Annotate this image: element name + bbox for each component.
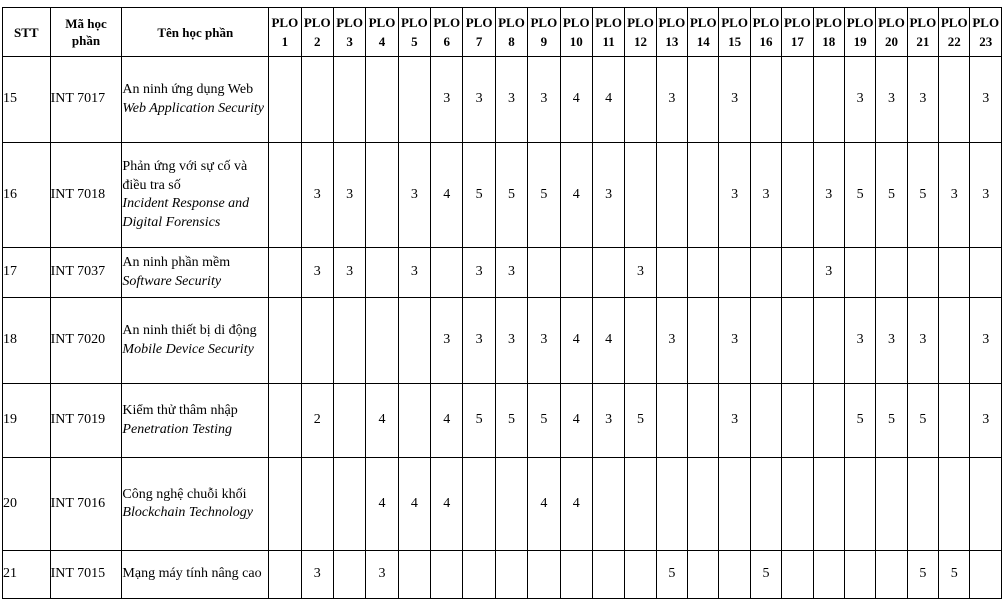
- plo-header-prefix: PLO: [721, 15, 748, 30]
- plo-header-number: 3: [346, 34, 353, 49]
- plo-value-cell: [269, 551, 301, 599]
- plo-value-cell: [269, 248, 301, 298]
- course-code-cell: INT 7019: [50, 384, 122, 458]
- plo-value-cell: [750, 384, 781, 458]
- course-code-cell: INT 7020: [50, 298, 122, 384]
- course-name-vietnamese: Phản ứng với sự cố và điều tra số: [122, 159, 248, 193]
- plo-header-13: [656, 8, 687, 57]
- course-name-english: Blockchain Technology: [122, 505, 253, 520]
- plo-value-cell: 3: [333, 143, 365, 248]
- plo-value-cell: [688, 248, 719, 298]
- plo-value-cell: 5: [463, 143, 495, 248]
- plo-header-7: [463, 8, 495, 57]
- plo-header-3: [333, 8, 365, 57]
- plo-value-cell: 3: [301, 248, 333, 298]
- plo-value-cell: [844, 551, 875, 599]
- plo-value-cell: 4: [431, 384, 463, 458]
- stt-cell: 15: [3, 57, 51, 143]
- plo-value-cell: [366, 57, 398, 143]
- plo-value-cell: [656, 248, 687, 298]
- table-row: [3, 57, 1002, 143]
- plo-value-cell: [970, 458, 1002, 551]
- plo-value-cell: 5: [495, 143, 527, 248]
- stt-cell: 18: [3, 298, 51, 384]
- plo-value-cell: [907, 458, 938, 551]
- course-name-cell: [122, 57, 269, 143]
- header-row: [3, 8, 1002, 57]
- course-code-cell: INT 7015: [50, 551, 122, 599]
- plo-value-cell: 3: [301, 143, 333, 248]
- plo-header-number: 21: [916, 34, 930, 49]
- plo-value-cell: [431, 551, 463, 599]
- plo-value-cell: 4: [398, 458, 430, 551]
- plo-header-number: 5: [411, 34, 418, 49]
- plo-header-number: 6: [443, 34, 450, 49]
- plo-value-cell: [813, 551, 844, 599]
- plo-header-16: [750, 8, 781, 57]
- plo-value-cell: [844, 248, 875, 298]
- plo-value-cell: 3: [719, 384, 750, 458]
- plo-value-cell: 3: [398, 248, 430, 298]
- plo-value-cell: 3: [750, 143, 781, 248]
- plo-value-cell: 3: [495, 298, 527, 384]
- plo-value-cell: 5: [844, 143, 875, 248]
- plo-header-15: [719, 8, 750, 57]
- course-name-cell: [122, 458, 269, 551]
- plo-value-cell: [782, 458, 813, 551]
- plo-value-cell: [625, 458, 656, 551]
- course-name-cell: [122, 384, 269, 458]
- plo-value-cell: 3: [366, 551, 398, 599]
- plo-value-cell: [907, 248, 938, 298]
- course-name-vietnamese: An ninh thiết bị di động: [122, 323, 257, 338]
- plo-header-prefix: PLO: [940, 15, 968, 30]
- plo-value-cell: [366, 298, 398, 384]
- plo-value-cell: 3: [813, 143, 844, 248]
- plo-value-cell: [970, 551, 1002, 599]
- plo-header-number: 19: [853, 34, 867, 49]
- plo-value-cell: [495, 458, 527, 551]
- plo-value-cell: [398, 298, 430, 384]
- plo-header-prefix: PLO: [400, 15, 428, 30]
- plo-value-cell: [625, 57, 656, 143]
- plo-header-number: 9: [540, 34, 548, 49]
- plo-value-cell: [688, 458, 719, 551]
- table-row: [3, 551, 1002, 599]
- plo-header-prefix: PLO: [658, 15, 686, 30]
- plo-value-cell: 3: [813, 248, 844, 298]
- plo-header-21: [907, 8, 938, 57]
- plo-value-cell: [528, 248, 560, 298]
- stt-cell: 21: [3, 551, 51, 599]
- plo-matrix-table: [2, 7, 1002, 599]
- plo-value-cell: [333, 551, 365, 599]
- course-code-cell: INT 7016: [50, 458, 122, 551]
- plo-value-cell: 3: [463, 248, 495, 298]
- plo-header-18: [813, 8, 844, 57]
- plo-value-cell: 5: [907, 551, 938, 599]
- plo-value-cell: [269, 458, 301, 551]
- plo-value-cell: [813, 57, 844, 143]
- plo-value-cell: [750, 248, 781, 298]
- plo-value-cell: 5: [876, 384, 907, 458]
- plo-value-cell: 4: [366, 384, 398, 458]
- plo-value-cell: [782, 298, 813, 384]
- plo-value-cell: [301, 458, 333, 551]
- stt-cell: 17: [3, 248, 51, 298]
- plo-value-cell: [463, 458, 495, 551]
- plo-value-cell: [844, 458, 875, 551]
- plo-value-cell: 4: [528, 458, 560, 551]
- plo-value-cell: 5: [656, 551, 687, 599]
- plo-header-number: 15: [728, 34, 742, 49]
- plo-value-cell: [656, 458, 687, 551]
- stt-cell: 16: [3, 143, 51, 248]
- plo-value-cell: 3: [431, 298, 463, 384]
- plo-value-cell: [592, 458, 624, 551]
- plo-value-cell: [719, 551, 750, 599]
- plo-header-prefix: PLO: [815, 15, 843, 30]
- plo-value-cell: [625, 143, 656, 248]
- course-name-vietnamese: Mạng máy tính nâng cao: [122, 566, 262, 582]
- plo-value-cell: [750, 298, 781, 384]
- plo-value-cell: [939, 298, 970, 384]
- plo-header-prefix: PLO: [752, 15, 780, 30]
- plo-value-cell: 5: [939, 551, 970, 599]
- course-name-vietnamese: Kiểm thử thâm nhập: [122, 403, 238, 418]
- plo-header-10: [560, 8, 592, 57]
- plo-value-cell: [719, 458, 750, 551]
- course-code-cell: INT 7037: [50, 248, 122, 298]
- plo-value-cell: [750, 458, 781, 551]
- plo-header-6: [431, 8, 463, 57]
- course-name-english: Web Application Security: [122, 100, 264, 116]
- plo-value-cell: [876, 458, 907, 551]
- plo-value-cell: 3: [495, 248, 527, 298]
- plo-value-cell: [813, 458, 844, 551]
- plo-header-20: [876, 8, 907, 57]
- plo-value-cell: [333, 458, 365, 551]
- plo-header-8: [495, 8, 527, 57]
- plo-value-cell: 5: [750, 551, 781, 599]
- course-code-header: Mã học phần: [50, 8, 122, 57]
- table-header: [3, 8, 1002, 57]
- plo-header-number: 1: [281, 34, 289, 49]
- plo-value-cell: [592, 551, 624, 599]
- plo-header-number: 8: [508, 34, 515, 49]
- plo-value-cell: [688, 384, 719, 458]
- plo-value-cell: 5: [463, 384, 495, 458]
- plo-value-cell: [269, 57, 301, 143]
- plo-value-cell: 3: [970, 384, 1002, 458]
- plo-value-cell: [333, 298, 365, 384]
- plo-header-prefix: PLO: [303, 15, 331, 30]
- plo-value-cell: 3: [528, 57, 560, 143]
- plo-value-cell: [463, 551, 495, 599]
- plo-header-9: [528, 8, 560, 57]
- plo-value-cell: 4: [560, 57, 592, 143]
- plo-header-4: [366, 8, 398, 57]
- plo-value-cell: [398, 57, 430, 143]
- plo-value-cell: [333, 384, 365, 458]
- plo-value-cell: 3: [333, 248, 365, 298]
- plo-value-cell: 3: [876, 57, 907, 143]
- plo-header-prefix: PLO: [878, 15, 905, 30]
- course-name-vietnamese: An ninh phần mềm: [122, 255, 231, 270]
- plo-value-cell: [560, 248, 592, 298]
- plo-header-number: 2: [313, 34, 321, 49]
- plo-value-cell: 5: [844, 384, 875, 458]
- plo-value-cell: [495, 551, 527, 599]
- plo-header-5: [398, 8, 430, 57]
- plo-header-number: 13: [665, 34, 679, 49]
- plo-value-cell: 5: [495, 384, 527, 458]
- plo-value-cell: [782, 143, 813, 248]
- plo-value-cell: 5: [528, 143, 560, 248]
- plo-value-cell: 3: [301, 551, 333, 599]
- plo-value-cell: 4: [592, 57, 624, 143]
- plo-value-cell: 4: [366, 458, 398, 551]
- plo-header-2: [301, 8, 333, 57]
- plo-value-cell: 3: [431, 57, 463, 143]
- stt-header: STT: [3, 8, 51, 57]
- plo-header-prefix: PLO: [271, 15, 299, 30]
- course-code-cell: INT 7017: [50, 57, 122, 143]
- plo-value-cell: [750, 57, 781, 143]
- plo-value-cell: [813, 298, 844, 384]
- plo-header-prefix: PLO: [562, 15, 590, 30]
- plo-header-23: [970, 8, 1002, 57]
- plo-header-number: 11: [602, 34, 615, 49]
- table-row: [3, 143, 1002, 248]
- plo-header-number: 23: [979, 34, 993, 49]
- plo-header-number: 17: [790, 34, 804, 49]
- plo-value-cell: 3: [463, 57, 495, 143]
- table-row: [3, 384, 1002, 458]
- course-name-english: Software Security: [122, 273, 222, 289]
- course-name-cell: [122, 248, 269, 298]
- plo-value-cell: 3: [970, 298, 1002, 384]
- plo-value-cell: [688, 143, 719, 248]
- plo-value-cell: [719, 248, 750, 298]
- plo-value-cell: [939, 248, 970, 298]
- plo-header-prefix: PLO: [336, 15, 363, 30]
- plo-header-number: 10: [569, 34, 583, 49]
- plo-header-prefix: PLO: [972, 15, 1000, 30]
- plo-value-cell: 4: [431, 143, 463, 248]
- plo-value-cell: [398, 551, 430, 599]
- plo-value-cell: [688, 298, 719, 384]
- plo-header-prefix: PLO: [433, 15, 461, 30]
- plo-value-cell: 4: [431, 458, 463, 551]
- plo-value-cell: [688, 57, 719, 143]
- plo-header-number: 16: [759, 34, 773, 49]
- plo-value-cell: 3: [844, 57, 875, 143]
- plo-value-cell: 3: [528, 298, 560, 384]
- plo-value-cell: [656, 143, 687, 248]
- course-name-english: Mobile Device Security: [122, 341, 254, 357]
- plo-value-cell: 3: [398, 143, 430, 248]
- plo-value-cell: 4: [592, 298, 624, 384]
- course-name-english: Incident Response and Digital Forensics: [122, 196, 250, 230]
- plo-value-cell: [625, 298, 656, 384]
- plo-value-cell: 5: [907, 384, 938, 458]
- plo-value-cell: [782, 57, 813, 143]
- plo-value-cell: [269, 384, 301, 458]
- plo-value-cell: 3: [876, 298, 907, 384]
- plo-value-cell: 3: [907, 298, 938, 384]
- plo-value-cell: [656, 384, 687, 458]
- plo-value-cell: [366, 143, 398, 248]
- plo-header-12: [625, 8, 656, 57]
- plo-value-cell: 3: [719, 143, 750, 248]
- course-code-cell: INT 7018: [50, 143, 122, 248]
- plo-header-14: [688, 8, 719, 57]
- plo-value-cell: 3: [463, 298, 495, 384]
- course-name-cell: [122, 551, 269, 599]
- plo-header-prefix: PLO: [689, 15, 717, 30]
- plo-value-cell: [333, 57, 365, 143]
- plo-value-cell: 3: [719, 298, 750, 384]
- plo-value-cell: 3: [844, 298, 875, 384]
- plo-header-prefix: PLO: [627, 15, 654, 30]
- course-name-vietnamese: Công nghệ chuỗi khối: [122, 486, 247, 502]
- plo-value-cell: [970, 248, 1002, 298]
- plo-header-prefix: PLO: [846, 15, 874, 30]
- plo-value-cell: 3: [656, 298, 687, 384]
- plo-value-cell: [939, 458, 970, 551]
- stt-cell: 20: [3, 458, 51, 551]
- plo-header-number: 18: [822, 34, 836, 49]
- plo-value-cell: 3: [495, 57, 527, 143]
- course-name-header: Tên học phần: [122, 8, 269, 57]
- plo-value-cell: [431, 248, 463, 298]
- table-row: [3, 458, 1002, 551]
- course-name-cell: [122, 143, 269, 248]
- plo-value-cell: [528, 551, 560, 599]
- plo-header-number: 4: [378, 34, 386, 49]
- plo-value-cell: [939, 384, 970, 458]
- plo-header-number: 14: [696, 34, 710, 49]
- course-name-english: Penetration Testing: [122, 421, 232, 437]
- plo-value-cell: [301, 298, 333, 384]
- plo-value-cell: [782, 248, 813, 298]
- plo-value-cell: 3: [719, 57, 750, 143]
- plo-value-cell: [560, 551, 592, 599]
- plo-header-prefix: PLO: [595, 15, 622, 30]
- plo-header-number: 12: [633, 34, 647, 49]
- plo-value-cell: 3: [939, 143, 970, 248]
- plo-value-cell: 3: [907, 57, 938, 143]
- plo-value-cell: [269, 143, 301, 248]
- plo-value-cell: 4: [560, 143, 592, 248]
- course-name-vietnamese: An ninh ứng dụng Web: [122, 82, 254, 97]
- plo-value-cell: [782, 384, 813, 458]
- plo-header-prefix: PLO: [368, 15, 396, 30]
- plo-header-prefix: PLO: [530, 15, 558, 30]
- table-row: [3, 298, 1002, 384]
- plo-header-prefix: PLO: [909, 15, 937, 30]
- stt-cell: 19: [3, 384, 51, 458]
- plo-value-cell: 4: [560, 298, 592, 384]
- plo-value-cell: 4: [560, 458, 592, 551]
- plo-value-cell: 5: [876, 143, 907, 248]
- plo-value-cell: [782, 551, 813, 599]
- plo-value-cell: [366, 248, 398, 298]
- plo-value-cell: 5: [528, 384, 560, 458]
- plo-header-19: [844, 8, 875, 57]
- plo-header-11: [592, 8, 624, 57]
- table-body: [3, 57, 1002, 599]
- plo-header-prefix: PLO: [465, 15, 493, 30]
- plo-value-cell: 3: [970, 57, 1002, 143]
- plo-value-cell: 5: [907, 143, 938, 248]
- plo-value-cell: [876, 551, 907, 599]
- plo-value-cell: 3: [592, 143, 624, 248]
- plo-value-cell: 5: [625, 384, 656, 458]
- plo-value-cell: [688, 551, 719, 599]
- plo-header-prefix: PLO: [498, 15, 525, 30]
- plo-value-cell: 3: [970, 143, 1002, 248]
- plo-value-cell: [592, 248, 624, 298]
- plo-value-cell: 3: [656, 57, 687, 143]
- plo-header-17: [782, 8, 813, 57]
- plo-value-cell: 3: [592, 384, 624, 458]
- plo-header-prefix: PLO: [783, 15, 811, 30]
- plo-header-number: 22: [947, 34, 961, 49]
- plo-value-cell: [939, 57, 970, 143]
- plo-value-cell: 3: [625, 248, 656, 298]
- plo-header-22: [939, 8, 970, 57]
- plo-header-number: 7: [475, 34, 483, 49]
- plo-value-cell: 2: [301, 384, 333, 458]
- plo-header-1: [269, 8, 301, 57]
- plo-value-cell: [876, 248, 907, 298]
- plo-value-cell: [813, 384, 844, 458]
- plo-value-cell: [398, 384, 430, 458]
- course-name-cell: [122, 298, 269, 384]
- table-row: [3, 248, 1002, 298]
- plo-value-cell: [269, 298, 301, 384]
- plo-value-cell: 4: [560, 384, 592, 458]
- plo-value-cell: [301, 57, 333, 143]
- plo-header-number: 20: [884, 34, 898, 49]
- plo-value-cell: [625, 551, 656, 599]
